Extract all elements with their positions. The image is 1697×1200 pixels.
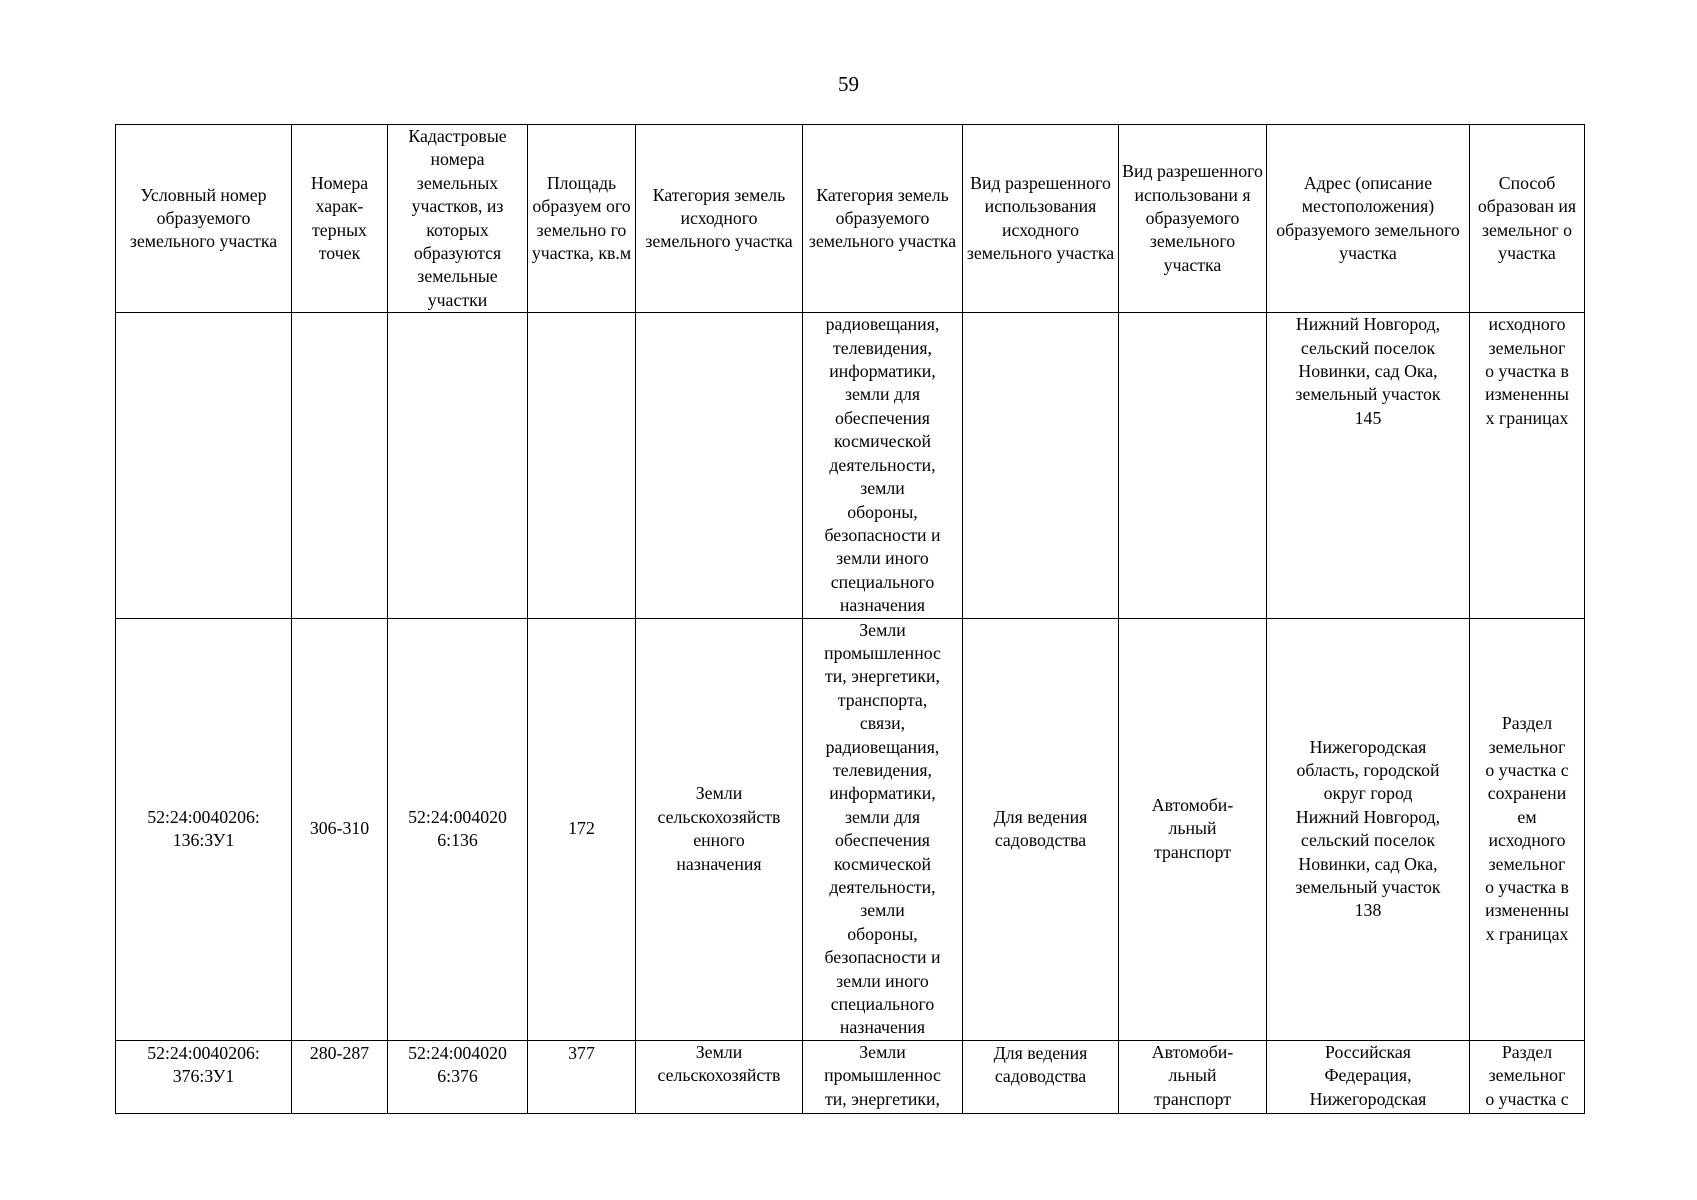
table-cell: Раздел земельног о участка с сохранени ем исходного земельног о участка в измененны х границах [1470,618,1585,1040]
table-header-row [116,125,1585,313]
table-row [116,313,1585,618]
table-cell: 52:24:0040206: 136:ЗУ1 [116,618,292,1040]
header-conditional-number: Условный номер образуемого земельного участка [116,125,292,313]
header-source-category: Категория земель исходного земельного участка [636,125,803,313]
header-cadastral-numbers: Кадастровые номера земельных участков, из которых образуются земельные участки [388,125,528,313]
header-address: Адрес (описание местоположения) образуемого земельного участка [1267,125,1470,313]
table-cell: 52:24:004020 6:376 [388,1040,528,1113]
page-number: 59 [838,72,859,96]
table-row [116,618,1585,1040]
table-cell [116,313,292,618]
header-formation-method: Способ образован ия земельног о участка [1470,125,1585,313]
table-cell: Земли сельскохозяйств [636,1040,803,1113]
table-cell: Земли промышленнос ти, энергетики, транспорта, связи, радиовещания, телевидения, информатики, земли для обеспечения космической деятельности, земли обороны, безопасности и земли иного специального назначения [803,618,963,1040]
table-cell: Нижегородская область, городской округ город Нижний Новгород, сельский поселок Новинки, сад Ока, земельный участок 138 [1267,618,1470,1040]
table-cell: Автомоби- льный транспорт [1119,618,1267,1040]
table-cell: 52:24:0040206: 376:ЗУ1 [116,1040,292,1113]
table-row [116,1040,1585,1113]
table-cell: Российская Федерация, Нижегородская [1267,1040,1470,1113]
table-cell: Земли промышленнос ти, энергетики, [803,1040,963,1113]
table-cell: Автомоби- льный транспорт [1119,1040,1267,1113]
table-cell [1119,313,1267,618]
table-cell [528,313,636,618]
table-cell: 377 [528,1040,636,1113]
table-cell: 52:24:004020 6:136 [388,618,528,1040]
table-cell: Земли сельскохозяйств енного назначения [636,618,803,1040]
table-cell [963,313,1119,618]
header-source-permitted-use: Вид разрешенного использования исходного земельного участка [963,125,1119,313]
header-target-category: Категория земель образуемого земельного участка [803,125,963,313]
table-cell [292,313,388,618]
table-cell [388,313,528,618]
land-plots-table [115,124,1585,1114]
header-area: Площадь образуем ого земельно го участка, кв.м [528,125,636,313]
header-target-permitted-use: Вид разрешенного использовани я образуемого земельного участка [1119,125,1267,313]
table-cell: Для ведения садоводства [963,618,1119,1040]
table-cell: Раздел земельног о участка с [1470,1040,1585,1113]
table-cell: исходного земельног о участка в измененны х границах [1470,313,1585,618]
table-cell: радиовещания, телевидения, информатики, земли для обеспечения космической деятельности, земли обороны, безопасности и земли иного специального назначения [803,313,963,618]
table-cell: 306-310 [292,618,388,1040]
table-cell: Для ведения садоводства [963,1040,1119,1113]
table-cell: Нижний Новгород, сельский поселок Новинки, сад Ока, земельный участок 145 [1267,313,1470,618]
table-cell [636,313,803,618]
table-cell: 172 [528,618,636,1040]
header-point-numbers: Номера харак-терных точек [292,125,388,313]
table-cell: 280-287 [292,1040,388,1113]
